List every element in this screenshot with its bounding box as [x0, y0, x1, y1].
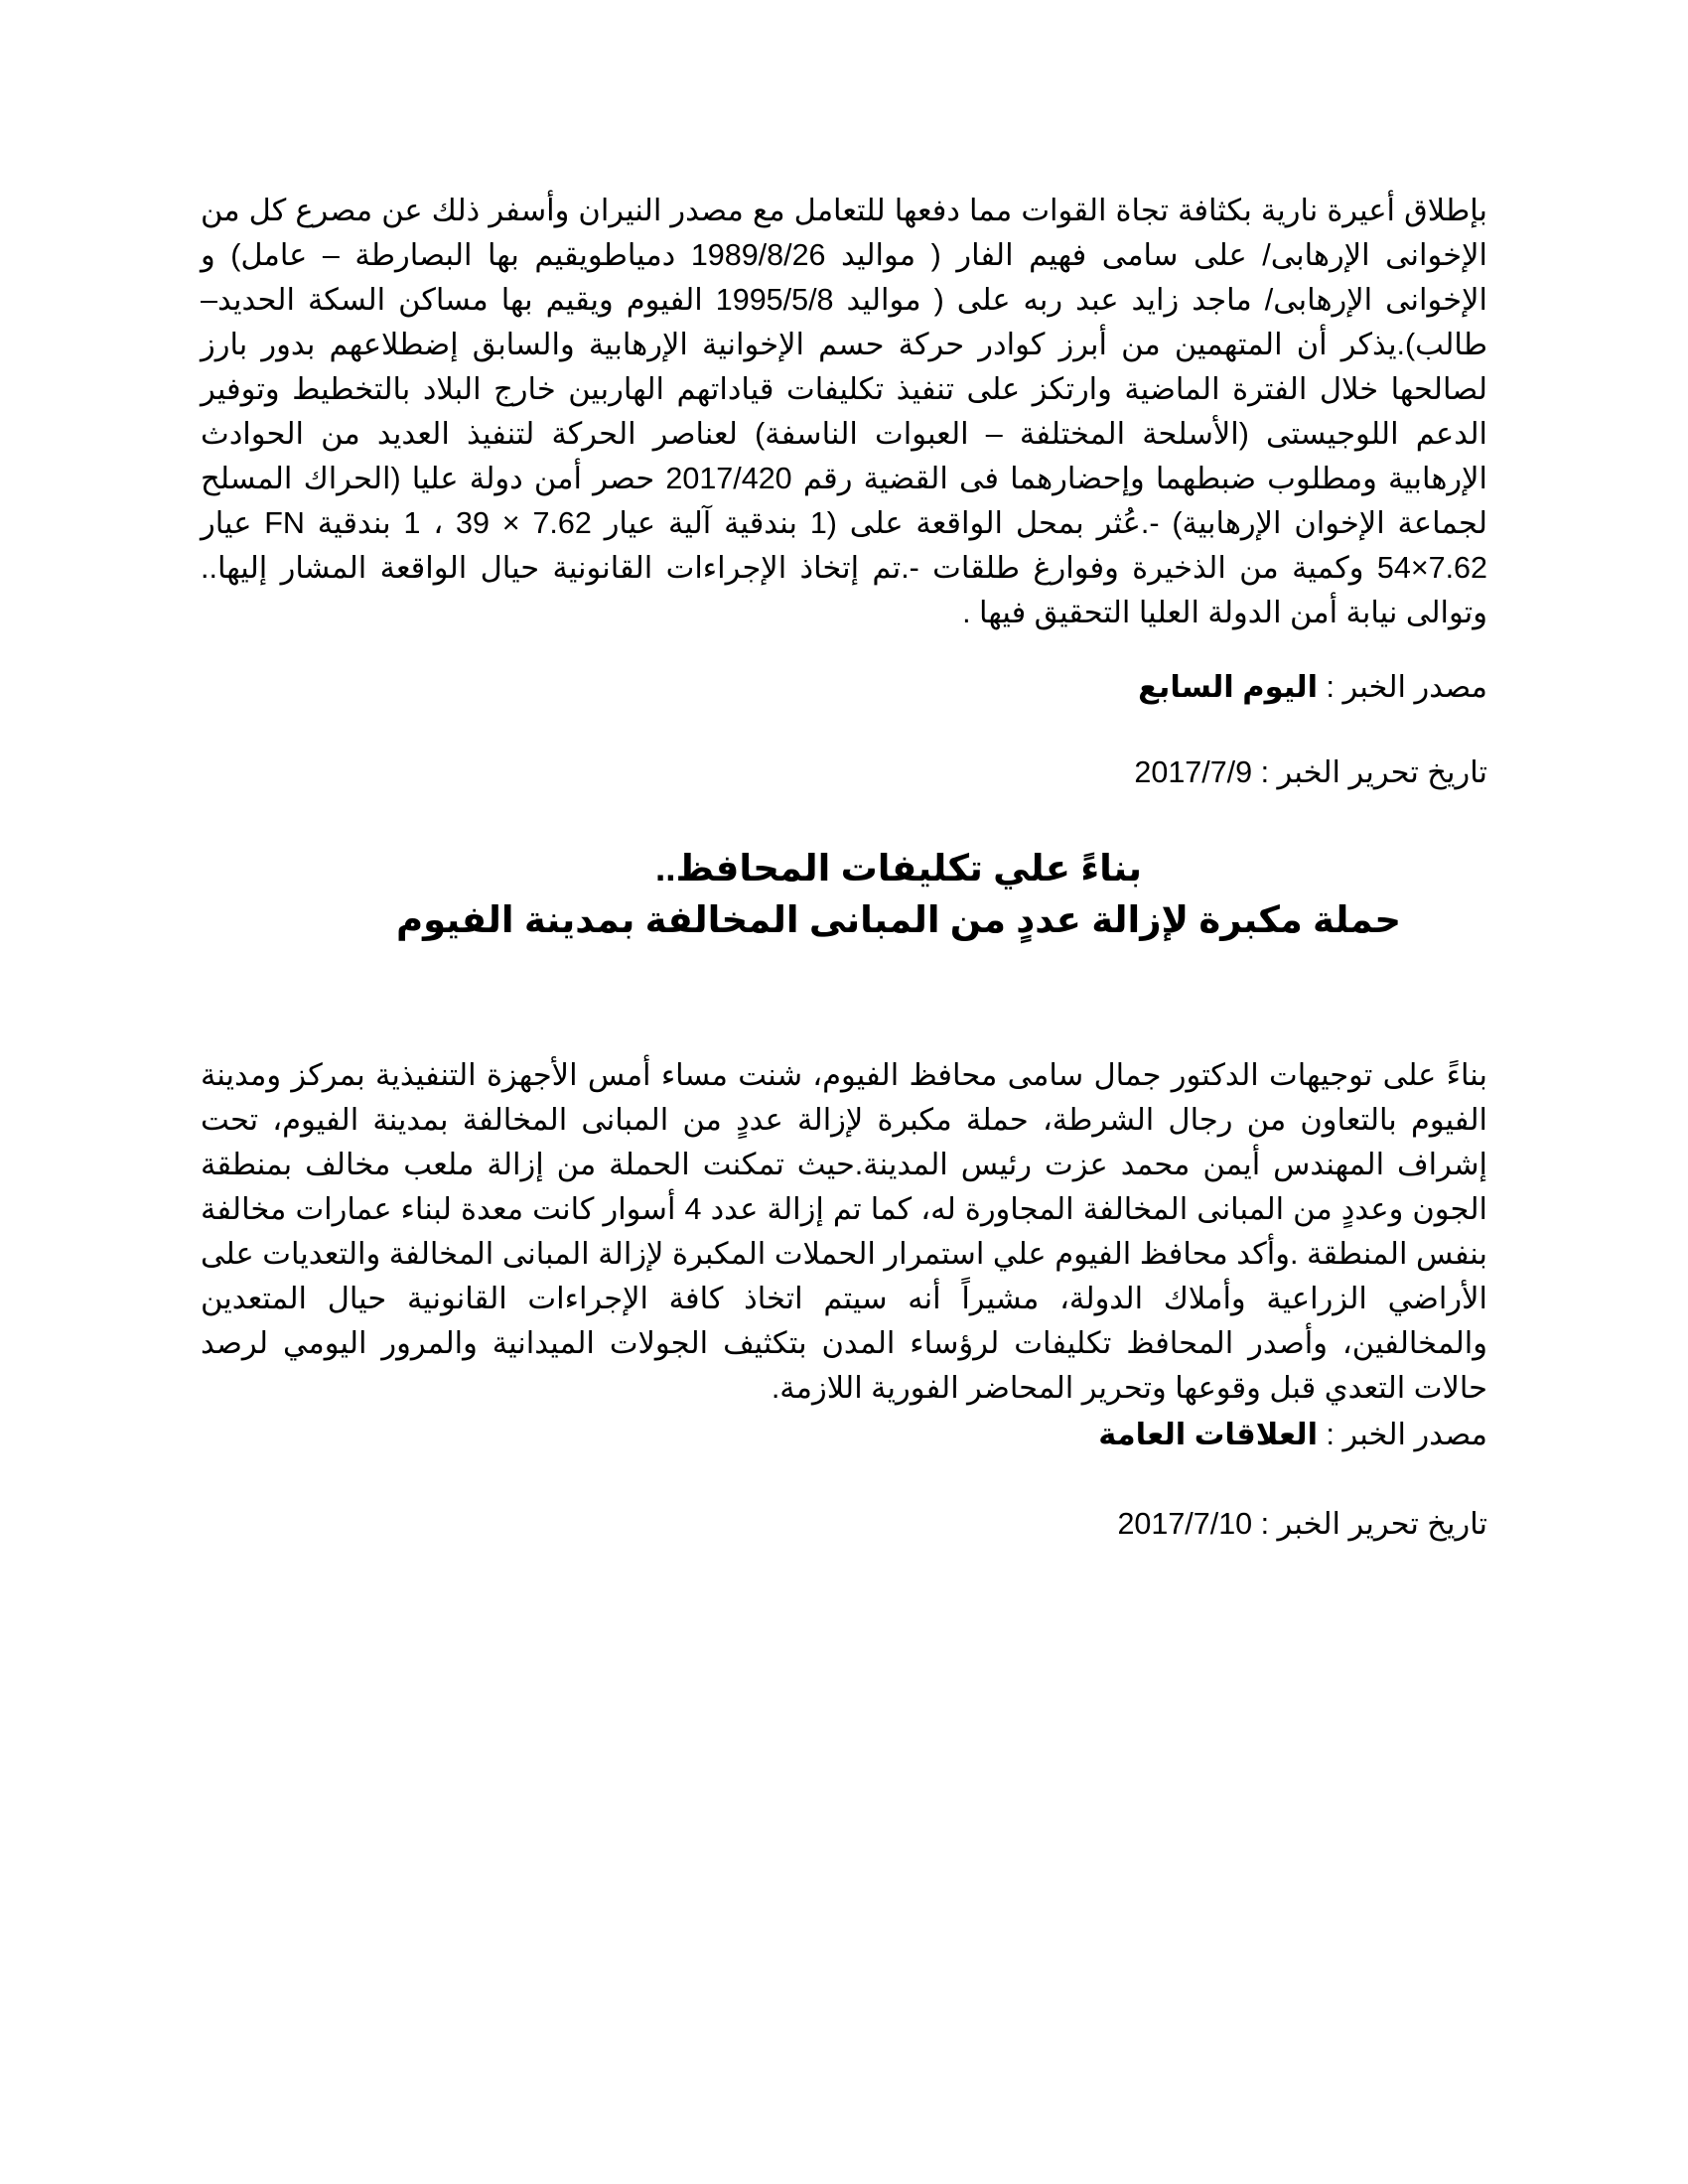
source-value: اليوم السابع — [1138, 670, 1319, 704]
date-value: 2017/7/10 — [1117, 1507, 1253, 1541]
article-1-body: بإطلاق أعيرة نارية بكثافة تجاة القوات مما دفعها للتعامل مع مصدر النيران وأسفر ذلك عن مصرع كل من الإخوانى الإرهابى/ على سامى فهيم الفار ( مواليد 1989/8/26 دمياطويقيم بها البصارطة – عامل) و الإخوانى الإرهابى/ ماجد زايد عبد ربه على ( مواليد 1995/5/8 الفيوم ويقيم بها مساكن السكة الحديد– طالب).يذكر أن المتهمين من أبرز كوادر حركة حسم الإخوانية الإرهابية والسابق إضطلاعهم بدور بارز لصالحها خلال الفترة الماضية وارتكز على تنفيذ تكليفات قياداتهم الهاربين خارج البلاد بالتخطيط وتوفير الدعم اللوجيستى (الأسلحة المختلفة – العبوات الناسفة) لعناصر الحركة لتنفيذ العديد من الحوادث الإرهابية ومطلوب ضبطهما وإحضارهما فى القضية رقم 2017/420 حصر أمن دولة عليا (الحراك المسلح لجماعة الإخوان الإرهابية) -.عُثر بمحل الواقعة على (1 بندقية آلية عيار 7.62 × 39 ، 1 بندقية FN عيار 7.62×54 وكمية من الذخيرة وفوارغ طلقات -.تم إتخاذ الإجراءات القانونية حيال الواقعة المشار إليها.. وتوالى نيابة أمن الدولة العليا التحقيق فيها . — [201, 194, 1488, 629]
date-label: تاريخ تحرير الخبر : — [1252, 755, 1487, 789]
date-value: 2017/7/9 — [1134, 755, 1253, 789]
article-2-body: بناءً على توجيهات الدكتور جمال سامى محافظ الفيوم، شنت مساء أمس الأجهزة التنفيذية بمركز ومدينة الفيوم بالتعاون من رجال الشرطة، حملة مكبرة لإزالة عددٍ من المبانى المخالفة بمدينة الفيوم، تحت إشراف المهندس أيمن محمد عزت رئيس المدينة.حيث تمكنت الحملة من إزالة ملعب مخالف بمنطقة الجون وعددٍ من المبانى المخالفة المجاورة له، كما تم إزالة عدد 4 أسوار كانت معدة لبناء عمارات مخالفة بنفس المنطقة .وأكد محافظ الفيوم علي استمرار الحملات المكبرة لإزالة المبانى المخالفة والتعديات على الأراضي الزراعية وأملاك الدولة، مشيراً أنه سيتم اتخاذ كافة الإجراءات القانونية حيال المتعدين والمخالفين، وأصدر المحافظ تكليفات لرؤساء المدن بتكثيف الجولات الميدانية والمرور اليومي لرصد حالات التعدي قبل وقوعها وتحرير المحاضر الفورية اللازمة. — [201, 1058, 1488, 1405]
article-2-headline — [201, 843, 1487, 946]
source-value: العلاقات العامة — [1098, 1418, 1319, 1451]
article-1-source — [201, 665, 1487, 710]
source-label: مصدر الخبر : — [1318, 670, 1487, 704]
article-2-date — [201, 1502, 1487, 1547]
article-1-date — [201, 751, 1487, 795]
date-label: تاريخ تحرير الخبر : — [1252, 1507, 1487, 1541]
source-label: مصدر الخبر : — [1318, 1418, 1487, 1451]
headline-line-2: حملة مكبرة لإزالة عددٍ من المبانى المخالفة بمدينة الفيوم — [395, 899, 1402, 940]
article-2-source — [201, 1413, 1487, 1457]
headline-line-1: بناءً علي تكليفات المحافظ.. — [654, 848, 1143, 888]
